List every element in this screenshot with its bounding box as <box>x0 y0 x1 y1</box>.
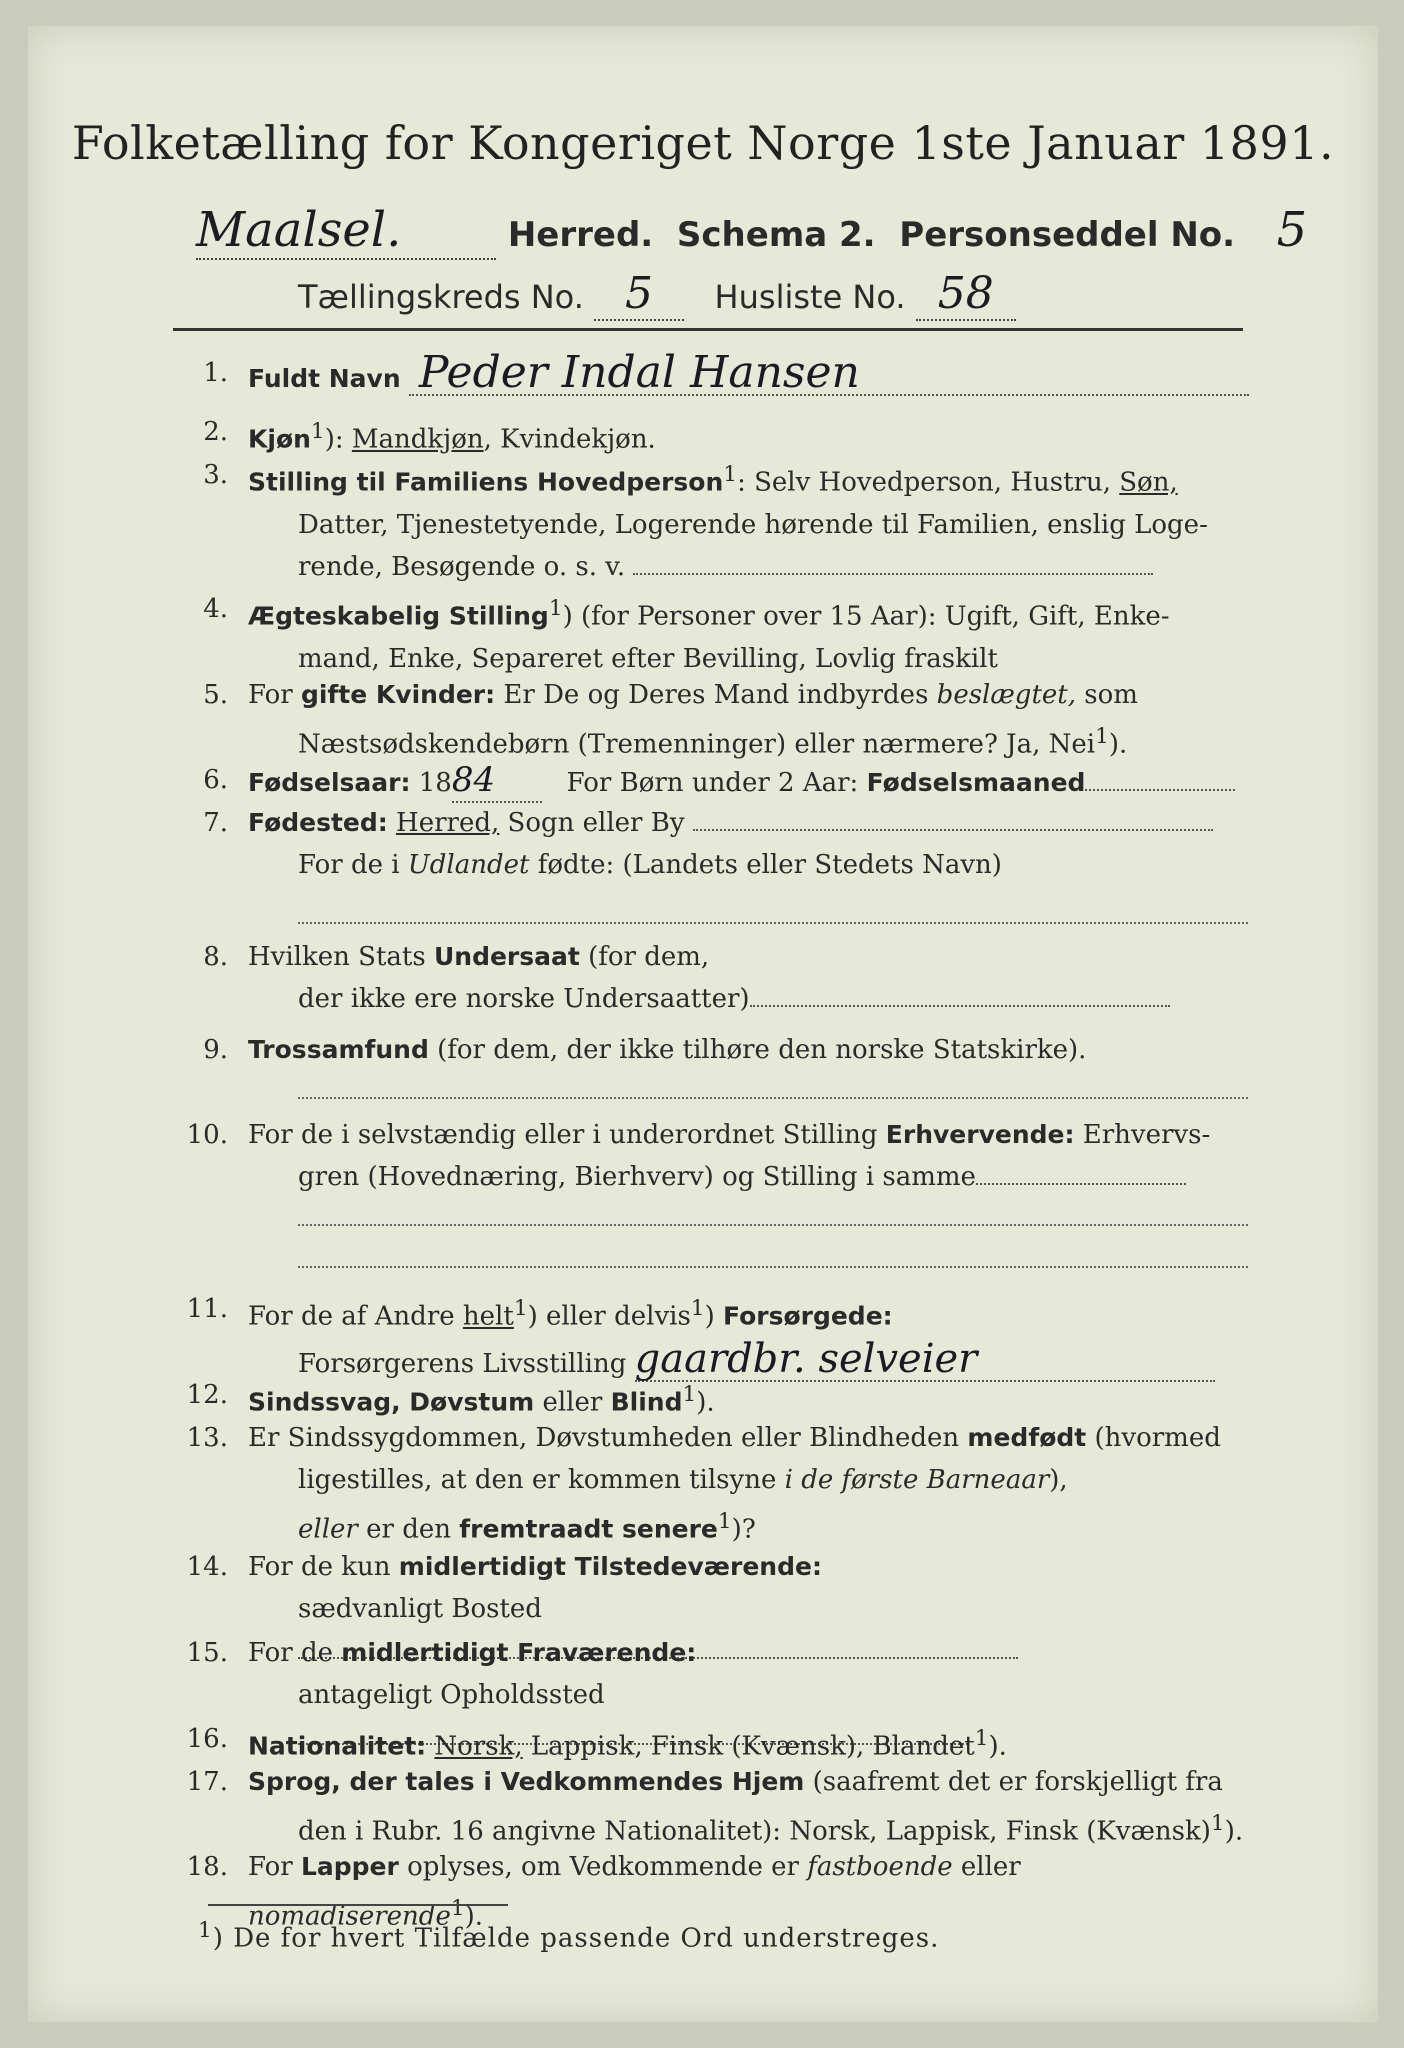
text: eller <box>952 1852 1021 1882</box>
answer-line <box>298 922 1248 924</box>
text: ). <box>696 1387 715 1418</box>
temporary-absent-label: midlertidigt Fraværende: <box>341 1638 697 1667</box>
citizenship-line <box>750 1005 1170 1007</box>
item-number: 15. <box>186 1638 228 1668</box>
text: Hvilken Stats <box>248 942 434 972</box>
herred-handwritten: Maalsel. <box>196 202 496 260</box>
item-number: 18. <box>186 1852 228 1882</box>
item-number: 6. <box>203 765 228 795</box>
supported-option-helt: helt <box>462 1301 514 1332</box>
nationality-label: Nationalitet: <box>248 1731 427 1761</box>
birth-year-handwritten: 84 <box>452 759 542 803</box>
language-label: Sprog, der tales i Vedkommendes Hjem <box>248 1767 805 1796</box>
header-row-kreds <box>298 268 1016 321</box>
text: i de første Barneaar <box>784 1465 1050 1495</box>
text: )? <box>731 1514 756 1545</box>
text: eller <box>298 1514 358 1545</box>
footnote-ref: 1 <box>310 419 325 444</box>
item-number: 16. <box>186 1724 228 1754</box>
occupation-label: Erhvervende: <box>885 1120 1075 1149</box>
text: (saafremt det er forskjelligt fra <box>804 1767 1223 1797</box>
birthplace-option-herred: Herred, <box>396 808 500 838</box>
text: ligestilles, at den er kommen tilsyne <box>298 1465 785 1495</box>
birth-year-prefix: 18 <box>418 768 452 798</box>
blind-label: Blind <box>610 1387 683 1417</box>
text: beslægtet, <box>936 680 1076 710</box>
birth-month-label: Fødselsmaaned <box>866 768 1086 797</box>
husliste-handwritten: 58 <box>916 268 1016 321</box>
header-row-herred <box>196 202 1337 260</box>
item-number: 7. <box>203 808 228 838</box>
personseddel-label: Personseddel No. <box>899 215 1236 255</box>
herred-label: Herred. <box>507 215 654 255</box>
birthplace-line <box>693 829 1213 831</box>
full-name-handwritten: Peder Indal Hansen <box>409 352 1249 396</box>
footnote-text: ) De for hvert Tilfælde passende Ord understreges. <box>212 1923 940 1954</box>
answer-line <box>298 1224 1248 1226</box>
text: Udlandet <box>407 850 530 880</box>
nationality-option-norsk: Norsk, <box>434 1731 523 1762</box>
text: fastboende <box>807 1852 953 1882</box>
occupation-line <box>976 1183 1186 1185</box>
text: ) eller delvis <box>527 1301 691 1332</box>
text: sædvanligt Bosted <box>298 1594 542 1624</box>
birth-month-line <box>1085 789 1235 791</box>
text: For Børn under 2 Aar: <box>566 768 859 798</box>
text: fødte: (Landets eller Stedets Navn) <box>529 850 1002 880</box>
footnote-marker: 1 <box>198 1918 213 1943</box>
text: Næstsødskendebørn (Tremenninger) eller nærmere? Ja, Nei <box>298 729 1096 760</box>
text: som <box>1076 680 1138 710</box>
text: Erhvervs- <box>1074 1120 1211 1150</box>
text: For de kun <box>248 1552 399 1582</box>
text: (hvormed <box>1086 1423 1221 1453</box>
text: antageligt Opholdssted <box>298 1680 605 1710</box>
supported-label: Forsørgede: <box>723 1301 893 1331</box>
text: For de <box>248 1638 342 1668</box>
married-women-label: gifte Kvinder: <box>300 680 496 709</box>
lapper-label: Lapper <box>300 1852 399 1881</box>
text: For <box>248 1852 301 1882</box>
item-number: 9. <box>203 1035 228 1065</box>
text: Er De og Deres Mand indbyrdes <box>495 680 937 710</box>
text: fremtraadt senere <box>459 1514 718 1544</box>
marital-options-line2: mand, Enke, Separeret efter Bevilling, Lovlig fraskilt <box>298 643 998 674</box>
answer-line <box>298 1097 1248 1099</box>
text: For de i selvstændig eller i underordnet Stilling <box>248 1120 886 1150</box>
text: er den <box>357 1514 460 1545</box>
temporary-present-label: midlertidigt Tilstedeværende: <box>398 1552 822 1581</box>
text: Sogn eller By <box>507 808 685 838</box>
position-options-line3: rende, Besøgende o. s. v. <box>298 551 626 582</box>
position-label: Stilling til Familiens Hovedperson <box>248 467 724 497</box>
item-number: 1. <box>203 358 228 388</box>
item-number: 14. <box>186 1552 228 1582</box>
marital-options: ) (for Personer over 15 Aar): Ugift, Gift, Enke- <box>562 601 1170 632</box>
marital-label: Ægteskabelig Stilling <box>248 601 549 631</box>
footnote-rule <box>208 1904 508 1906</box>
position-options-line2: Datter, Tjenestetyende, Logerende hørende til Familien, enslig Loge- <box>298 509 1208 540</box>
gender-option-female: Kvindekjøn. <box>500 424 656 455</box>
item-number: 12. <box>186 1380 228 1410</box>
item-number: 10. <box>186 1120 228 1150</box>
text: der ikke ere norske Undersaatter) <box>298 984 750 1014</box>
text: ), <box>1049 1465 1068 1495</box>
text: eller <box>534 1387 611 1418</box>
answer-line <box>298 1266 1248 1268</box>
personseddel-handwritten: 5 <box>1276 202 1308 258</box>
item-number: 17. <box>186 1767 228 1797</box>
schema-label: Schema 2. <box>676 215 876 255</box>
header-divider <box>173 328 1243 331</box>
item-number: 13. <box>186 1423 228 1453</box>
text: For de i <box>298 850 408 880</box>
congenital-label: medfødt <box>967 1423 1087 1452</box>
gender-label: Kjøn <box>248 424 311 454</box>
kreds-label: Tællingskreds No. <box>298 278 584 316</box>
text: Lappisk, Finsk (Kvænsk), Blandet <box>522 1731 975 1762</box>
census-form: Folketælling for Kongeriget Norge 1ste Januar 1891. Maalsel. Herred. Schema 2. Personseddel No. 5 Tællingskreds No. 5 Husliste No. 58 1. Fuldt Navn Peder Indal Hansen 2. Kjøn$^1$): Mandkjøn, Kvindekjøn. 3. Stilling til Familiens Hovedperson$^1$: Selv Hovedperson, Hustru, Søn, Datter, Tjenestetyende, Logerende hørende til Familien, enslig Loge- rende, Besøgende o. s. v. 4. Ægteskabelig Stilling$^1$) (for Personer over 15 Aar): Ugift, Gift, Enke- mand, Enke, Separeret efter Bevilling, Lovlig fraskilt 5. For gifte Kvinder: Er De og Deres Mand indbyrdes beslægtet, som Næstsødskendebørn (Tremenninger) eller nærmere? Ja, Nei$^1$). 6. Fødselsaar: 1884 For Børn under 2 Aar: Fødselsmaaned 7. Fødested: Herred, Sogn eller By For de i Udlandet fødte: (Landets eller Stedets Navn) 8. Hvilken Stats Undersaat (for dem, der ikke ere norske Undersaatter) 9. Trossamfund (for dem, der ikke tilhøre den norske Statskirke). 10. For de i selvstændig eller i underordnet Stilling Erhvervende: Erhvervs- gren (Hovednæring, Bierhverv) og Stilling i samme 11. For de af Andre helt$^1$) eller delvis$^1$) Forsørgede: Forsørgerens Livsstilling gaardbr. selveier 12. Sindssvag, Døvstum eller Blind$^1$). 13. Er Sindssygdommen, Døvstumheden eller Blindheden medfødt (hvormed ligestilles, at den er kommen tilsyne i de første Barneaar), eller er den fremtraadt senere$^1$)? 14. For de kun midlertidigt Tilstedeværende: sædvanligt Bosted 15. For de midlertidigt Fraværende: antageligt Opholdssted 16. Nationalitet: Norsk, Lappisk, Finsk (Kvænsk), Blandet$^1$). 17. Sprog, der tales i Vedkommendes Hjem (saafremt det er forskjelligt fra den i Rubr. 16 angivne Nationalitet): Norsk, Lappisk, Finsk (Kvænsk)$^1$). 18. For Lapper oplyses, om Vedkommende er fastboende eller nomadiserende$^1$). $^1$) De for hvert Tilfælde passende Ord understreges. <box>28 26 1378 2022</box>
position-option-son: Søn, <box>1119 467 1178 498</box>
item-number: 4. <box>203 594 228 624</box>
text: (for dem, der ikke tilhøre den norske Statskirke). <box>428 1035 1087 1065</box>
text: den i Rubr. 16 angivne Nationalitet): Norsk, Lappisk, Finsk (Kvænsk) <box>298 1816 1211 1847</box>
full-name-label: Fuldt Navn <box>248 364 401 393</box>
disability-label: Sindssvag, Døvstum <box>248 1387 535 1417</box>
husliste-label: Husliste No. <box>714 278 906 316</box>
position-answer-line <box>633 573 1153 575</box>
text: For <box>248 680 301 710</box>
text: Forsørgerens Livsstilling <box>298 1348 627 1379</box>
item-number: 3. <box>203 460 228 490</box>
birthplace-label: Fødested: <box>248 808 388 837</box>
position-options: : Selv Hovedperson, Hustru, <box>737 467 1111 498</box>
item-number: 5. <box>203 680 228 710</box>
text: For de af Andre <box>248 1301 463 1332</box>
text: Er Sindssygdommen, Døvstumheden eller Blindheden <box>248 1423 968 1453</box>
item-number: 11. <box>186 1294 228 1324</box>
form-title: Folketælling for Kongeriget Norge 1ste Januar 1891. <box>71 116 1335 170</box>
text: gren (Hovednæring, Bierhverv) og Stilling i samme <box>298 1162 976 1192</box>
citizenship-label: Undersaat <box>433 942 580 971</box>
item-number: 8. <box>203 942 228 972</box>
gender-option-male: Mandkjøn <box>351 424 484 455</box>
text: ). <box>988 1731 1007 1762</box>
footnote <box>198 1918 939 1954</box>
text: ) <box>704 1301 723 1332</box>
item-number: 2. <box>203 417 228 447</box>
kreds-handwritten: 5 <box>594 268 684 321</box>
text: (for dem, <box>579 942 710 972</box>
text: nomadiserende <box>248 1901 451 1932</box>
provider-occupation-handwritten: gaardbr. selveier <box>635 1338 1215 1382</box>
religion-label: Trossamfund <box>248 1035 429 1064</box>
text: oplyses, om Vedkommende er <box>398 1852 808 1882</box>
birth-year-label: Fødselsaar: <box>248 768 411 797</box>
